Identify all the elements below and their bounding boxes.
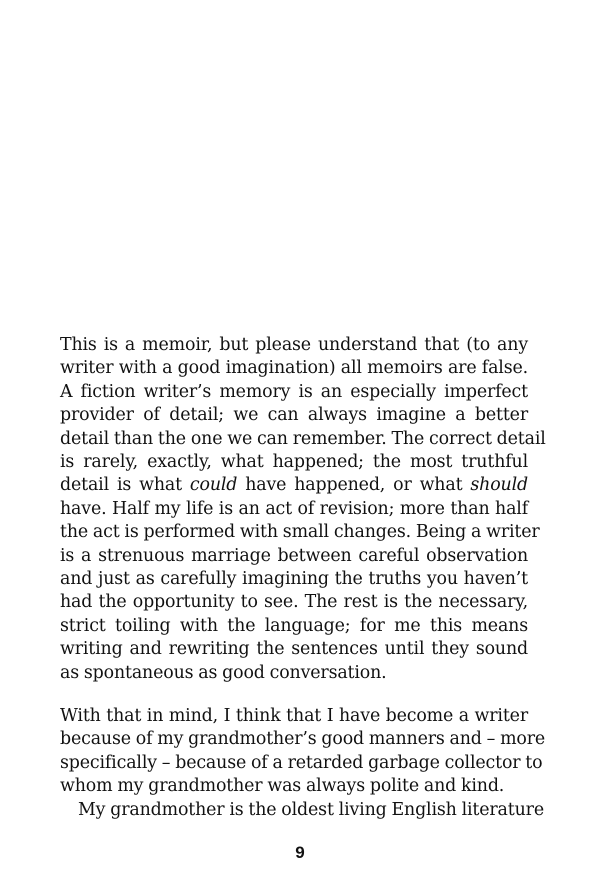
text-line: have. Half my life is an act of revision; more than half [60, 498, 528, 519]
paragraph-memoir [60, 334, 546, 685]
text-line: writer with a good imagination) all memoirs are false. [60, 358, 528, 379]
text-line: is a strenuous marriage between careful observation [60, 545, 528, 566]
text-line: the act is performed with small changes. Being a writer [60, 522, 540, 543]
emphasis-should: should [470, 475, 528, 496]
text-line: With that in mind, I think that I have become a writer [60, 706, 528, 726]
text-line: whom my grandmother was always polite and kind. [60, 776, 505, 797]
text-line: specifically – because of a retarded garbage collector to [60, 752, 543, 773]
text-line: strict toiling with the language; for me this means [60, 615, 528, 636]
text-line: provider of detail; we can always imagine a better [60, 405, 528, 426]
text-line: My grandmother is the oldest living English literature [78, 799, 544, 820]
text-line: because of my grandmother’s good manners and – more [60, 729, 546, 750]
text-line: A fiction writer’s memory is an especially imperfect [60, 381, 528, 402]
text-segment: have happened, or what [245, 475, 463, 496]
text-line: as spontaneous as good conversation. [60, 662, 387, 683]
emphasis-could: could [189, 475, 238, 496]
text-line: is rarely, exactly, what happened; the most truthful [60, 452, 528, 473]
page-number: 9 [295, 843, 305, 862]
text-line-with-emphasis [60, 474, 528, 497]
text-line: and just as carefully imagining the truths you haven’t [60, 569, 528, 590]
text-segment: detail is what [60, 475, 182, 496]
text-line: had the opportunity to see. The rest is the necessary, [60, 592, 528, 613]
text-line: detail than the one we can remember. The correct detail [60, 428, 546, 449]
text-line: This is a memoir, but please understand that (to any [60, 335, 528, 355]
text-line: writing and rewriting the sentences until they sound [60, 639, 528, 660]
paragraph-grandmother [60, 705, 546, 822]
